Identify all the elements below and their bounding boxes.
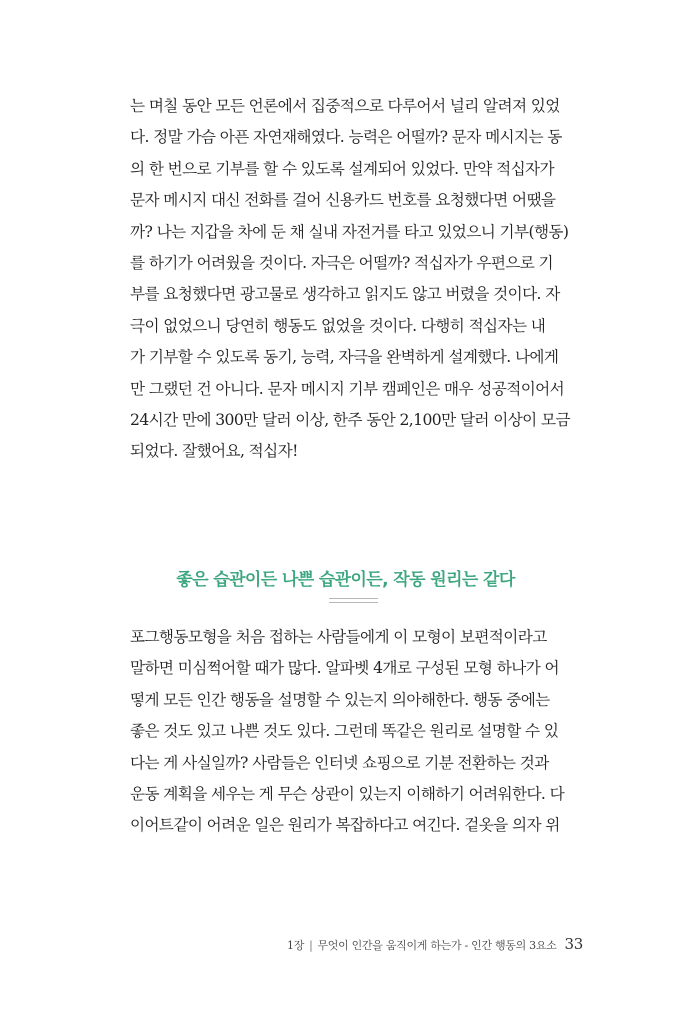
text-line: 운동 계획을 세우는 게 무슨 상관이 있는지 이해하기 어려워한다. 다 [130, 785, 565, 804]
page-number: 33 [564, 935, 583, 953]
text-line: 다. 정말 가슴 아픈 자연재해였다. 능력은 어떨까? 문자 메시지는 동 [130, 128, 562, 147]
section-heading: 좋은 습관이든 나쁜 습관이든, 작동 원리는 같다 [176, 570, 515, 590]
text-line: 다는 게 사실일까? 사람들은 인터넷 쇼핑으로 기분 전환하는 것과 [130, 753, 549, 772]
text-line: 까? 나는 지갑을 차에 둔 채 실내 자전거를 타고 있었으니 기부(행동) [130, 222, 569, 241]
footer-chapter: 1장 [287, 939, 305, 952]
text-line: 극이 없었으니 당연히 행동도 없었을 것이다. 다행히 적십자는 내 [130, 316, 546, 335]
text-line: 포그행동모형을 처음 접하는 사람들에게 이 모형이 보편적이라고 [130, 628, 547, 646]
text-line: 는 며칠 동안 모든 언론에서 집중적으로 다루어서 널리 알려져 있었 [130, 97, 560, 115]
body-paragraph-1 [130, 91, 580, 468]
text-line: 말하면 미심쩍어할 때가 많다. 알파벳 4개로 구성된 모형 하나가 어 [130, 659, 559, 678]
text-line: 되었다. 잘했어요, 적십자! [130, 442, 298, 461]
footer-separator: | [309, 939, 313, 952]
text-line: 의 한 번으로 기부를 할 수 있도록 설계되어 있었다. 만약 적십자가 [130, 159, 554, 178]
text-line: 좋은 것도 있고 나쁜 것도 있다. 그런데 똑같은 원리로 설명할 수 있 [130, 722, 559, 741]
text-line: 떻게 모든 인간 행동을 설명할 수 있는지 의아해한다. 행동 중에는 [130, 690, 550, 709]
page-footer [287, 935, 583, 953]
heading-underline-bottom [329, 602, 378, 603]
heading-underline-top [329, 598, 378, 599]
text-line: 24시간 만에 300만 달러 이상, 한주 동안 2,100만 달러 이상이 모금 [130, 411, 570, 430]
text-line: 가 기부할 수 있도록 동기, 능력, 자극을 완벽하게 설계했다. 나에게 [130, 348, 559, 367]
text-line: 문자 메시지 대신 전화를 걸어 신용카드 번호를 요청했다면 어땠을 [130, 191, 556, 210]
text-line: 를 하기가 어려웠을 것이다. 자극은 어떨까? 적십자가 우편으로 기 [130, 254, 554, 273]
text-line: 만 그랬던 건 아니다. 문자 메시지 기부 캠페인은 매우 성공적이어서 [130, 379, 565, 398]
body-paragraph-2 [130, 622, 580, 842]
text-line: 이어트같이 어려운 일은 원리가 복잡하다고 여긴다. 겉옷을 의자 위 [130, 816, 560, 835]
text-line: 부를 요청했다면 광고물로 생각하고 읽지도 않고 버렸을 것이다. 자 [130, 285, 560, 304]
footer-title: 무엇이 인간을 움직이게 하는가 - 인간 행동의 3요소 [317, 939, 557, 952]
